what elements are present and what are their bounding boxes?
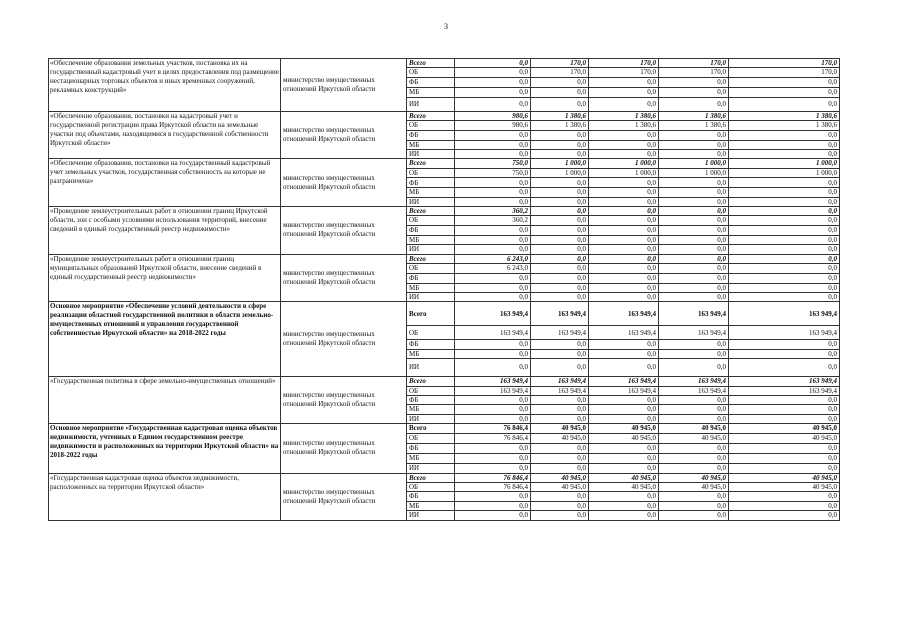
amount-cell: 0,0 [729, 207, 840, 216]
amount-cell: 0,0 [531, 463, 589, 473]
amount-cell: 0,0 [589, 207, 659, 216]
amount-cell: 1 000,0 [589, 168, 659, 177]
amount-cell: 0,0 [531, 254, 589, 263]
responsible-executor: министерство имущественных отношений Иркутской области [281, 254, 407, 302]
amount-cell: 0,0 [729, 395, 840, 404]
amount-cell: 170,0 [659, 59, 729, 68]
amount-cell: 0,0 [659, 405, 729, 414]
amount-cell: 0,0 [589, 235, 659, 244]
amount-cell: 170,0 [729, 68, 840, 77]
amount-cell: 163 949,4 [659, 326, 729, 340]
amount-cell: 0,0 [455, 444, 531, 453]
amount-cell: 0,0 [455, 395, 531, 404]
amount-cell: 0,0 [589, 254, 659, 263]
amount-cell: 0,0 [531, 150, 589, 159]
funding-source: МБ [407, 283, 455, 292]
amount-cell: 0,0 [455, 188, 531, 197]
amount-cell: 0,0 [729, 245, 840, 254]
amount-cell: 6 243,0 [455, 264, 531, 273]
amount-cell: 40 945,0 [589, 424, 659, 434]
amount-cell: 0,0 [455, 59, 531, 68]
amount-cell: 0,0 [589, 501, 659, 510]
amount-cell: 0,0 [531, 235, 589, 244]
page-number: 3 [444, 22, 448, 31]
amount-cell: 163 949,4 [589, 302, 659, 326]
amount-cell: 163 949,4 [531, 377, 589, 386]
amount-cell: 0,0 [531, 444, 589, 453]
amount-cell: 170,0 [531, 59, 589, 68]
amount-cell: 0,0 [455, 97, 531, 111]
amount-cell: 0,0 [659, 97, 729, 111]
amount-cell: 0,0 [531, 292, 589, 301]
amount-cell: 76 846,4 [455, 473, 531, 482]
amount-cell: 0,0 [659, 414, 729, 423]
amount-cell: 0,0 [589, 140, 659, 149]
amount-cell: 1 000,0 [729, 159, 840, 168]
amount-cell: 0,0 [659, 359, 729, 377]
funding-source: Всего [407, 59, 455, 68]
amount-cell: 1 380,6 [729, 121, 840, 130]
amount-cell: 1 380,6 [659, 121, 729, 130]
amount-cell: 0,0 [729, 188, 840, 197]
amount-cell: 0,0 [659, 197, 729, 206]
amount-cell: 0,0 [729, 453, 840, 463]
funding-source: ОБ [407, 386, 455, 395]
amount-cell: 0,0 [659, 492, 729, 501]
amount-cell: 0,0 [589, 273, 659, 283]
amount-cell: 0,0 [455, 349, 531, 358]
amount-cell: 0,0 [729, 405, 840, 414]
responsible-executor: министерство имущественных отношений Иркутской области [281, 302, 407, 377]
amount-cell: 0,0 [455, 178, 531, 188]
amount-cell: 0,0 [659, 140, 729, 149]
amount-cell: 40 945,0 [729, 482, 840, 491]
amount-cell: 0,0 [589, 77, 659, 87]
amount-cell: 0,0 [589, 453, 659, 463]
amount-cell: 0,0 [531, 349, 589, 358]
amount-cell: 0,0 [589, 349, 659, 358]
amount-cell: 0,0 [589, 395, 659, 404]
amount-cell: 0,0 [659, 463, 729, 473]
measure-name: Основное мероприятие «Обеспечение условий деятельности в сфере реализации областной государственной политики в области земельно-имущественных отношений и управления государственной собственностью Иркутской области» на 2018-2022 годы [49, 302, 281, 377]
funding-source: ФБ [407, 225, 455, 235]
amount-cell: 0,0 [659, 273, 729, 283]
amount-cell: 163 949,4 [729, 326, 840, 340]
amount-cell: 0,0 [455, 501, 531, 510]
amount-cell: 0,0 [455, 492, 531, 501]
amount-cell: 0,0 [729, 254, 840, 263]
amount-cell: 0,0 [659, 130, 729, 140]
responsible-executor: министерство имущественных отношений Иркутской области [281, 377, 407, 424]
funding-source: ФБ [407, 492, 455, 501]
amount-cell: 163 949,4 [659, 377, 729, 386]
funding-source: ФБ [407, 77, 455, 87]
funding-source: ИИ [407, 245, 455, 254]
amount-cell: 0,0 [659, 207, 729, 216]
amount-cell: 1 000,0 [729, 168, 840, 177]
funding-source: ИИ [407, 359, 455, 377]
amount-cell: 0,0 [659, 178, 729, 188]
amount-cell: 0,0 [455, 283, 531, 292]
amount-cell: 163 949,4 [729, 377, 840, 386]
responsible-executor: министерство имущественных отношений Иркутской области [281, 424, 407, 473]
amount-cell: 76 846,4 [455, 434, 531, 444]
amount-cell: 1 380,6 [531, 121, 589, 130]
amount-cell: 0,0 [455, 273, 531, 283]
funding-source: ИИ [407, 414, 455, 423]
funding-source: ОБ [407, 482, 455, 491]
amount-cell: 0,0 [659, 501, 729, 510]
table-row [49, 473, 840, 482]
funding-source: ФБ [407, 273, 455, 283]
amount-cell: 0,0 [729, 225, 840, 235]
amount-cell: 0,0 [729, 140, 840, 149]
responsible-executor: министерство имущественных отношений Иркутской области [281, 159, 407, 207]
amount-cell: 170,0 [729, 59, 840, 68]
amount-cell: 163 949,4 [729, 386, 840, 395]
amount-cell: 0,0 [729, 178, 840, 188]
funding-source: ИИ [407, 292, 455, 301]
amount-cell: 0,0 [729, 349, 840, 358]
amount-cell: 0,0 [729, 197, 840, 206]
amount-cell: 0,0 [659, 453, 729, 463]
amount-cell: 0,0 [589, 225, 659, 235]
amount-cell: 980,6 [455, 121, 531, 130]
funding-source: Всего [407, 207, 455, 216]
table-row [49, 111, 840, 120]
amount-cell: 0,0 [531, 283, 589, 292]
amount-cell: 40 945,0 [589, 434, 659, 444]
funding-source: ФБ [407, 444, 455, 453]
responsible-executor: министерство имущественных отношений Иркутской области [281, 207, 407, 255]
table-row [49, 302, 840, 326]
amount-cell: 1 000,0 [589, 159, 659, 168]
amount-cell: 163 949,4 [589, 377, 659, 386]
amount-cell: 0,0 [531, 178, 589, 188]
amount-cell: 0,0 [455, 359, 531, 377]
amount-cell: 40 945,0 [531, 434, 589, 444]
measure-name: «Проведение землеустроительных работ в отношении границ Иркутской области, зон с особыми условиями использования территорий, внесение сведений в единый государственный реестр недвижимости» [49, 207, 281, 255]
amount-cell: 170,0 [589, 68, 659, 77]
responsible-executor: министерство имущественных отношений Иркутской области [281, 473, 407, 520]
amount-cell: 0,0 [589, 264, 659, 273]
amount-cell: 0,0 [659, 216, 729, 225]
amount-cell: 0,0 [729, 414, 840, 423]
amount-cell: 0,0 [589, 283, 659, 292]
amount-cell: 0,0 [729, 511, 840, 520]
amount-cell: 0,0 [659, 283, 729, 292]
funding-source: ОБ [407, 68, 455, 77]
amount-cell: 0,0 [455, 150, 531, 159]
table-row [49, 207, 840, 216]
amount-cell: 0,0 [659, 235, 729, 244]
amount-cell: 163 949,4 [455, 377, 531, 386]
amount-cell: 40 945,0 [659, 482, 729, 491]
amount-cell: 163 949,4 [659, 302, 729, 326]
funding-source: МБ [407, 140, 455, 149]
amount-cell: 0,0 [531, 188, 589, 197]
amount-cell: 0,0 [589, 340, 659, 349]
amount-cell: 76 846,4 [455, 424, 531, 434]
table-row [49, 59, 840, 68]
amount-cell: 0,0 [729, 235, 840, 244]
amount-cell: 0,0 [729, 292, 840, 301]
amount-cell: 0,0 [589, 359, 659, 377]
amount-cell: 0,0 [729, 87, 840, 97]
amount-cell: 0,0 [589, 130, 659, 140]
measure-name: «Государственная кадастровая оценка объектов недвижимости, расположенных на территории Иркутской области» [49, 473, 281, 520]
amount-cell: 0,0 [589, 292, 659, 301]
amount-cell: 0,0 [659, 254, 729, 263]
funding-source: МБ [407, 188, 455, 197]
amount-cell: 170,0 [589, 59, 659, 68]
amount-cell: 0,0 [729, 150, 840, 159]
amount-cell: 0,0 [589, 511, 659, 520]
amount-cell: 0,0 [589, 492, 659, 501]
amount-cell: 0,0 [531, 359, 589, 377]
amount-cell: 40 945,0 [531, 473, 589, 482]
table-row [49, 254, 840, 263]
amount-cell: 0,0 [659, 292, 729, 301]
funding-source: ОБ [407, 121, 455, 130]
funding-source: ИИ [407, 197, 455, 206]
amount-cell: 0,0 [455, 245, 531, 254]
funding-source: Всего [407, 473, 455, 482]
amount-cell: 0,0 [589, 97, 659, 111]
funding-source: Всего [407, 111, 455, 120]
funding-source: ОБ [407, 264, 455, 273]
amount-cell: 40 945,0 [531, 482, 589, 491]
funding-source: ФБ [407, 178, 455, 188]
amount-cell: 163 949,4 [455, 326, 531, 340]
amount-cell: 0,0 [659, 340, 729, 349]
amount-cell: 163 949,4 [455, 302, 531, 326]
amount-cell: 0,0 [455, 77, 531, 87]
funding-source: ИИ [407, 463, 455, 473]
funding-source: ФБ [407, 395, 455, 404]
amount-cell: 40 945,0 [659, 424, 729, 434]
amount-cell: 0,0 [659, 150, 729, 159]
amount-cell: 0,0 [589, 405, 659, 414]
amount-cell: 40 945,0 [589, 473, 659, 482]
funding-source: ОБ [407, 434, 455, 444]
amount-cell: 163 949,4 [729, 302, 840, 326]
amount-cell: 163 949,4 [589, 326, 659, 340]
amount-cell: 0,0 [659, 225, 729, 235]
table-row [49, 159, 840, 168]
funding-source: ОБ [407, 216, 455, 225]
funding-source: МБ [407, 349, 455, 358]
amount-cell: 163 949,4 [531, 386, 589, 395]
funding-source: МБ [407, 453, 455, 463]
amount-cell: 6 243,0 [455, 254, 531, 263]
amount-cell: 0,0 [659, 511, 729, 520]
amount-cell: 170,0 [659, 68, 729, 77]
amount-cell: 980,6 [455, 111, 531, 120]
measure-name: «Обеспечение образования, постановки на кадастровый учет и государственной регистрации права Иркутской области на земельные участки под объектами, находящимися в государственной собственности Иркутской области» [49, 111, 281, 159]
funding-source: МБ [407, 87, 455, 97]
amount-cell: 0,0 [531, 511, 589, 520]
amount-cell: 0,0 [531, 77, 589, 87]
amount-cell: 0,0 [729, 216, 840, 225]
amount-cell: 0,0 [455, 453, 531, 463]
amount-cell: 0,0 [729, 97, 840, 111]
amount-cell: 0,0 [589, 245, 659, 254]
amount-cell: 0,0 [531, 245, 589, 254]
responsible-executor: министерство имущественных отношений Иркутской области [281, 111, 407, 159]
amount-cell: 0,0 [455, 340, 531, 349]
amount-cell: 0,0 [531, 492, 589, 501]
amount-cell: 40 945,0 [729, 424, 840, 434]
amount-cell: 0,0 [531, 225, 589, 235]
amount-cell: 0,0 [531, 414, 589, 423]
table-row [49, 424, 840, 434]
amount-cell: 0,0 [531, 130, 589, 140]
amount-cell: 0,0 [531, 140, 589, 149]
amount-cell: 0,0 [455, 405, 531, 414]
responsible-executor: министерство имущественных отношений Иркутской области [281, 59, 407, 112]
amount-cell: 1 000,0 [659, 168, 729, 177]
amount-cell: 0,0 [455, 511, 531, 520]
amount-cell: 40 945,0 [531, 424, 589, 434]
amount-cell: 0,0 [659, 349, 729, 358]
measure-name: «Государственная политика в сфере земельно-имущественных отношений» [49, 377, 281, 424]
amount-cell: 0,0 [531, 216, 589, 225]
amount-cell: 0,0 [589, 188, 659, 197]
amount-cell: 0,0 [455, 235, 531, 244]
amount-cell: 1 380,6 [589, 121, 659, 130]
funding-source: ФБ [407, 340, 455, 349]
amount-cell: 1 380,6 [531, 111, 589, 120]
amount-cell: 40 945,0 [729, 434, 840, 444]
amount-cell: 0,0 [455, 87, 531, 97]
amount-cell: 0,0 [589, 444, 659, 453]
amount-cell: 0,0 [659, 77, 729, 87]
amount-cell: 0,0 [589, 87, 659, 97]
amount-cell: 163 949,4 [455, 386, 531, 395]
amount-cell: 1 380,6 [589, 111, 659, 120]
amount-cell: 0,0 [531, 501, 589, 510]
amount-cell: 360,2 [455, 216, 531, 225]
amount-cell: 0,0 [729, 340, 840, 349]
funding-source: ОБ [407, 326, 455, 340]
amount-cell: 40 945,0 [729, 473, 840, 482]
funding-source: МБ [407, 405, 455, 414]
amount-cell: 0,0 [729, 273, 840, 283]
amount-cell: 0,0 [589, 463, 659, 473]
amount-cell: 0,0 [729, 501, 840, 510]
amount-cell: 0,0 [531, 453, 589, 463]
amount-cell: 163 949,4 [531, 302, 589, 326]
amount-cell: 0,0 [589, 150, 659, 159]
funding-source: ИИ [407, 97, 455, 111]
amount-cell: 0,0 [659, 264, 729, 273]
amount-cell: 0,0 [531, 87, 589, 97]
funding-source: ИИ [407, 511, 455, 520]
amount-cell: 0,0 [455, 130, 531, 140]
funding-source: Всего [407, 302, 455, 326]
amount-cell: 0,0 [589, 414, 659, 423]
amount-cell: 0,0 [531, 273, 589, 283]
amount-cell: 0,0 [531, 197, 589, 206]
amount-cell: 0,0 [729, 130, 840, 140]
amount-cell: 750,0 [455, 159, 531, 168]
amount-cell: 0,0 [531, 395, 589, 404]
measure-name: «Обеспечение образования земельных участков, постановка их на государственный кадастровый учет в целях предоставления под размещение нестационарных торговых объектов и иных временных сооружений, рекламных конструкций» [49, 59, 281, 112]
amount-cell: 0,0 [531, 97, 589, 111]
amount-cell: 0,0 [589, 178, 659, 188]
funding-source: Всего [407, 424, 455, 434]
amount-cell: 40 945,0 [659, 473, 729, 482]
funding-source: ОБ [407, 168, 455, 177]
table-row [49, 377, 840, 386]
measure-name: «Обеспечение образования, постановки на государственный кадастровый учет земельных участков, государственная собственность на которые не разграничена» [49, 159, 281, 207]
amount-cell: 0,0 [455, 292, 531, 301]
amount-cell: 40 945,0 [659, 434, 729, 444]
measure-name: Основное мероприятие «Государственная кадастровая оценка объектов недвижимости, учтенных в Едином государственном реестре недвижимости и расположенных на территории Иркутской области» на 2018-2022 годы [49, 424, 281, 473]
amount-cell: 163 949,4 [589, 386, 659, 395]
amount-cell: 170,0 [531, 68, 589, 77]
amount-cell: 0,0 [659, 245, 729, 254]
amount-cell: 163 949,4 [659, 386, 729, 395]
amount-cell: 0,0 [531, 405, 589, 414]
funding-source: МБ [407, 501, 455, 510]
amount-cell: 1 380,6 [659, 111, 729, 120]
amount-cell: 0,0 [729, 283, 840, 292]
amount-cell: 0,0 [531, 340, 589, 349]
amount-cell: 0,0 [589, 197, 659, 206]
amount-cell: 0,0 [729, 77, 840, 87]
amount-cell: 0,0 [531, 264, 589, 273]
amount-cell: 0,0 [729, 463, 840, 473]
amount-cell: 1 000,0 [531, 168, 589, 177]
amount-cell: 0,0 [455, 197, 531, 206]
amount-cell: 163 949,4 [531, 326, 589, 340]
amount-cell: 0,0 [455, 414, 531, 423]
amount-cell: 0,0 [455, 68, 531, 77]
funding-table [48, 58, 840, 521]
amount-cell: 0,0 [729, 492, 840, 501]
amount-cell: 360,2 [455, 207, 531, 216]
amount-cell: 0,0 [455, 225, 531, 235]
amount-cell: 0,0 [659, 395, 729, 404]
amount-cell: 76 846,4 [455, 482, 531, 491]
amount-cell: 0,0 [729, 264, 840, 273]
amount-cell: 0,0 [531, 207, 589, 216]
funding-source: Всего [407, 377, 455, 386]
amount-cell: 1 380,6 [729, 111, 840, 120]
amount-cell: 750,0 [455, 168, 531, 177]
amount-cell: 0,0 [589, 216, 659, 225]
measure-name: «Проведение землеустроительных работ в отношении границ муниципальных образований Иркутской области, внесение сведений в единый государственный реестр недвижимости» [49, 254, 281, 302]
amount-cell: 0,0 [729, 444, 840, 453]
amount-cell: 0,0 [659, 87, 729, 97]
amount-cell: 0,0 [729, 359, 840, 377]
funding-source: Всего [407, 159, 455, 168]
amount-cell: 0,0 [659, 188, 729, 197]
funding-source: ФБ [407, 130, 455, 140]
amount-cell: 1 000,0 [659, 159, 729, 168]
amount-cell: 40 945,0 [589, 482, 659, 491]
funding-source: ИИ [407, 150, 455, 159]
amount-cell: 0,0 [659, 444, 729, 453]
amount-cell: 0,0 [455, 140, 531, 149]
funding-source: Всего [407, 254, 455, 263]
amount-cell: 1 000,0 [531, 159, 589, 168]
amount-cell: 0,0 [455, 463, 531, 473]
funding-source: МБ [407, 235, 455, 244]
